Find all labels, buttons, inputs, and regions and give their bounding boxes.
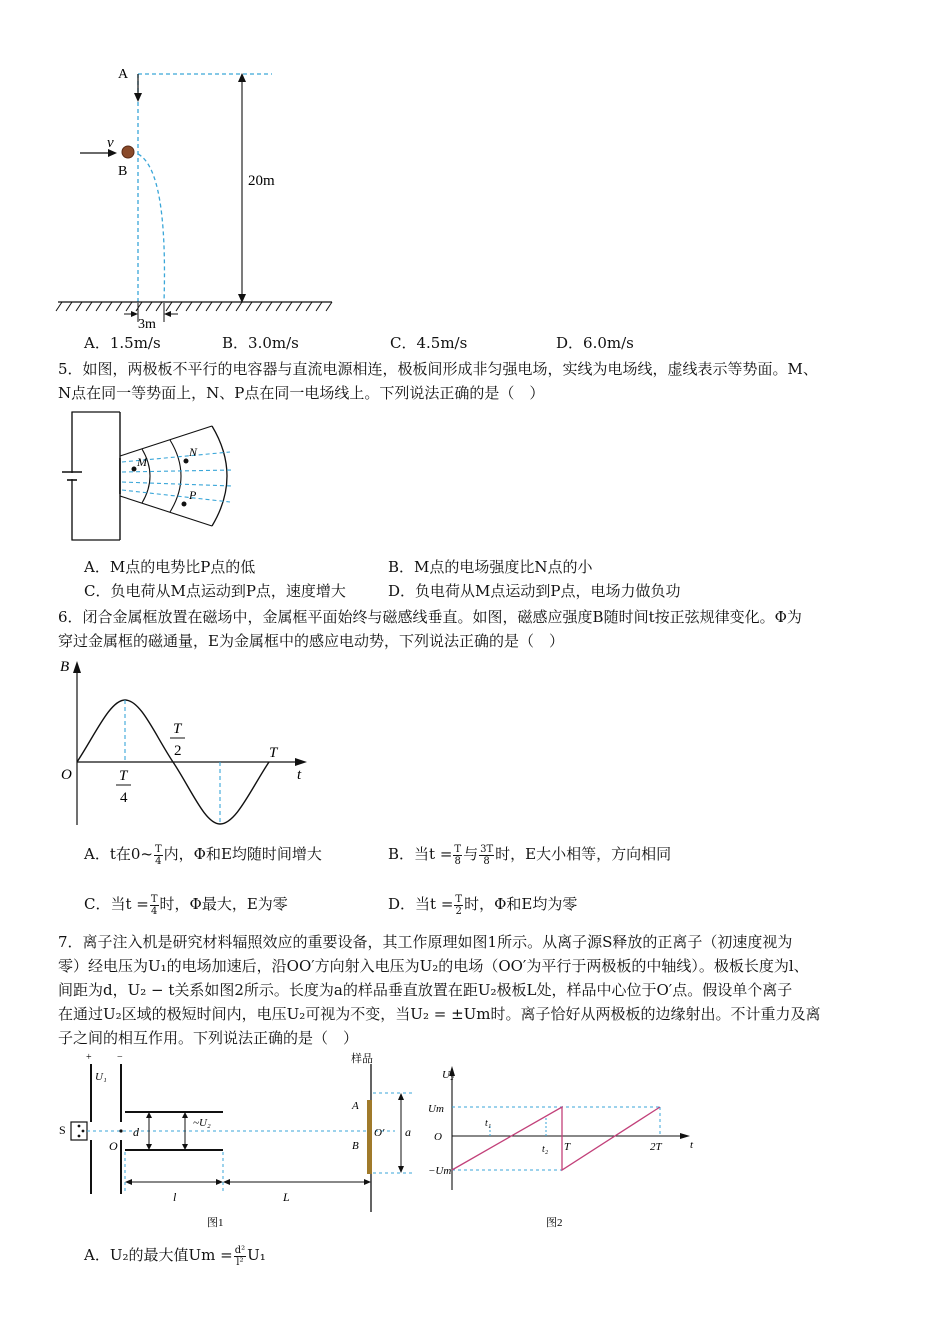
q6-b-frac1: $\frac{T}{8}$ (454, 843, 462, 867)
q7-figure2 (428, 1060, 698, 1232)
label-v: v (107, 135, 114, 151)
q7-figure1 (55, 1052, 425, 1232)
q6-b-frac2: $\frac{3T}{8}$ (480, 843, 494, 867)
fig2-t: t (690, 1139, 694, 1151)
label-B: B (118, 164, 128, 179)
fig1-sample: 样品 (351, 1053, 373, 1065)
q6-stem-line2: 穿过金属框的磁通量，E为金属框中的感应电动势，下列说法正确的是（ ） (58, 632, 564, 650)
fig2-um: Um (428, 1103, 444, 1115)
q4-option-c[interactable]: C．4.5m/s (390, 334, 468, 352)
q6-c-pre: C．当t = (84, 895, 149, 913)
q6-c-frac: $\frac{T}{4}$ (150, 893, 158, 917)
axis-origin: O (61, 767, 72, 783)
q6-b-pre: B．当t = (388, 845, 453, 863)
q4-option-a[interactable]: A．1.5m/s (84, 334, 161, 352)
fig2-caption: 图2 (546, 1217, 563, 1229)
sawtooth (452, 1107, 660, 1170)
label-t2-den: 2 (174, 743, 182, 759)
q7-stem-line1: 7．离子注入机是研究材料辐照效应的重要设备，其工作原理如图1所示。从离子源S释放的正离子（初速度视为 (58, 933, 793, 951)
q5-option-c[interactable]: C．负电荷从M点运动到P点，速度增大 (84, 582, 346, 600)
q7-option-a[interactable] (84, 1244, 266, 1268)
q6-b-mid: 与 (463, 845, 479, 863)
q7-a-post: U₁ (247, 1246, 266, 1264)
q6-a-frac: $\frac{T}{4}$ (154, 843, 162, 867)
fig1-plus: + (86, 1052, 92, 1063)
fig2-t1: t₁ (485, 1118, 492, 1129)
fig1-a-length: a (405, 1125, 411, 1139)
label-t4-den: 4 (120, 790, 128, 806)
q5-option-b[interactable]: B．M点的电场强度比N点的小 (388, 558, 593, 576)
q6-d-pre: D．当t = (388, 895, 454, 913)
trajectory (138, 154, 164, 302)
q6-d-frac: $\frac{T}{2}$ (455, 893, 463, 917)
fig2-T: T (564, 1141, 571, 1153)
q6-option-b[interactable] (388, 843, 671, 867)
label-p: P (189, 488, 197, 502)
fig2-o: O (434, 1131, 442, 1143)
q4-figure (50, 60, 350, 335)
axis-b: B (60, 659, 70, 675)
q7-stem-line3: 间距为d，U₂ − t关系如图2所示。长度为a的样品垂直放置在距U₂极板L处，样品中心位于O′点。假设单个离子 (58, 981, 793, 999)
fig2-2T: 2T (650, 1141, 662, 1153)
label-height: 20m (248, 173, 275, 189)
label-dist: 3m (138, 317, 156, 332)
fig1-caption: 图1 (207, 1217, 224, 1229)
fig2-t2: t₂ (542, 1144, 549, 1155)
q6-d-post: 时，Φ和E均为零 (464, 895, 578, 913)
fig1-u2: ~U₂ (193, 1117, 211, 1129)
q7-stem-line2: 零）经电压为U₁的电场加速后，沿OO′方向射入电压为U₂的电场（OO′为平行于两极板的中轴线）。极板长度为l、 (58, 957, 809, 975)
fig2-negum: −Um (428, 1165, 452, 1177)
q7-stem-line4: 在通过U₂区域的极短时间内，电压U₂可视为不变，当U₂ = ±Um时。离子恰好从两极板的边缘射出。不计重力及离 (58, 1005, 821, 1023)
q6-option-c[interactable] (84, 893, 288, 917)
q4-option-b[interactable]: B．3.0m/s (222, 334, 299, 352)
fig1-d: d (133, 1125, 139, 1139)
axis-t: t (297, 767, 302, 783)
label-t2-num: T (173, 721, 182, 737)
label-t4-num: T (119, 768, 128, 784)
q6-b-post: 时，E大小相等，方向相同 (495, 845, 672, 863)
fig1-minus: − (117, 1052, 123, 1063)
fig1-a-point: A (352, 1100, 359, 1112)
ball (122, 146, 134, 158)
q4-option-d[interactable]: D．6.0m/s (556, 334, 634, 352)
fig1-u1: U₁ (95, 1071, 107, 1083)
label-m: M (137, 455, 147, 469)
q6-a-pre: A．t在0~ (84, 845, 153, 863)
q7-a-pre: A．U₂的最大值Um = (84, 1246, 233, 1264)
q6-c-post: 时，Φ最大，E为零 (159, 895, 288, 913)
fig1-l: l (173, 1190, 177, 1204)
q6-option-a[interactable] (84, 843, 322, 867)
q6-option-d[interactable] (388, 893, 577, 917)
q6-stem-line1: 6．闭合金属框放置在磁场中，金属框平面始终与磁感线垂直。如图，磁感应强度B随时间t按正弦规律变化。Φ为 (58, 608, 802, 626)
label-n: N (189, 445, 198, 459)
label-t: T (269, 745, 278, 761)
q7-stem-line5: 子之间的相互作用。下列说法正确的是（ ） (58, 1029, 359, 1047)
q5-option-a[interactable]: A．M点的电势比P点的低 (84, 558, 256, 576)
q5-stem-line2: N点在同一等势面上，N、P点在同一电场线上。下列说法正确的是（ ） (58, 384, 545, 402)
fig1-bigl: L (283, 1190, 290, 1204)
fig2-u2: U₂ (442, 1069, 454, 1081)
label-A: A (118, 67, 129, 82)
q6-a-post: 内，Φ和E均随时间增大 (163, 845, 322, 863)
fig1-s: S (59, 1123, 66, 1137)
q5-option-d[interactable]: D．负电荷从M点运动到P点，电场力做负功 (388, 582, 681, 600)
q5-figure (62, 406, 242, 546)
q6-figure (55, 655, 315, 830)
q5-stem-line1: 5．如图，两极板不平行的电容器与直流电源相连，极板间形成非匀强电场，实线为电场线，虚线表示等势面。M、 (58, 360, 818, 378)
fig1-oprime: O′ (374, 1127, 385, 1139)
q7-a-frac: $\frac{\text{d²}}{\text{l²}}$ (234, 1244, 246, 1268)
fig1-o: O (109, 1139, 118, 1153)
fig1-b-point: B (352, 1140, 359, 1152)
